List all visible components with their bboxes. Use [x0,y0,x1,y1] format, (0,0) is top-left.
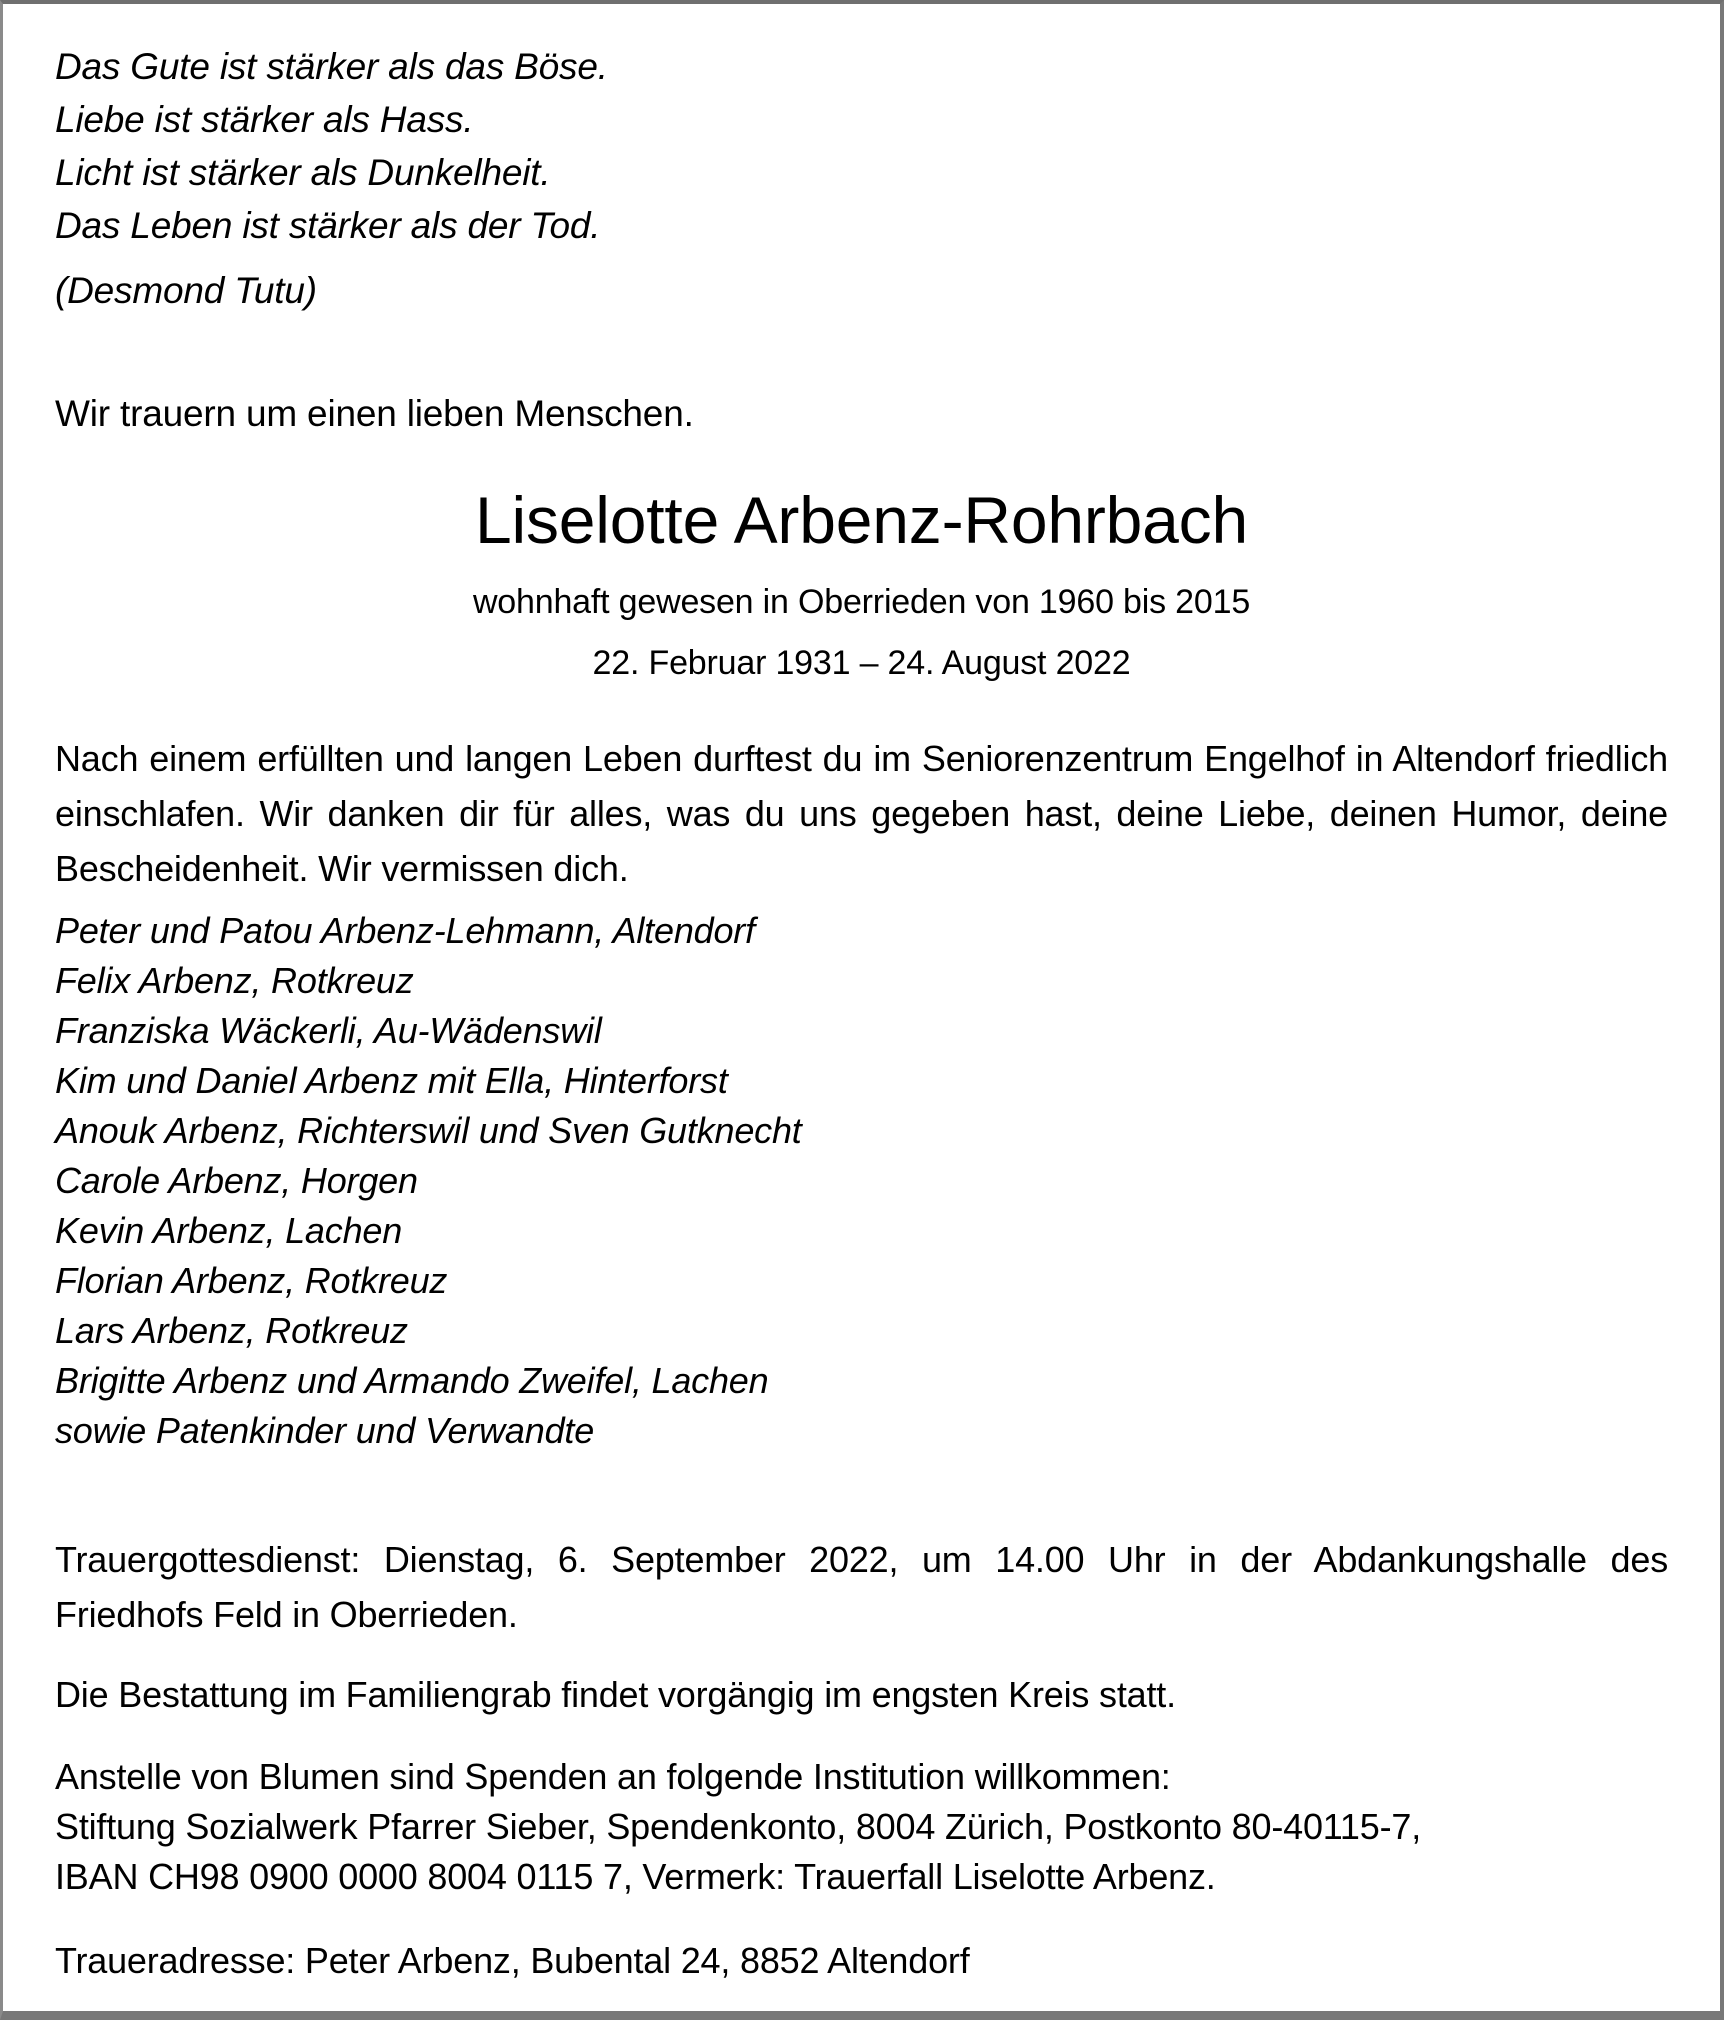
mourner-line: Anouk Arbenz, Richterswil und Sven Gutknecht [55,1110,802,1151]
notice-content [3,4,1720,1986]
mourner-line: Carole Arbenz, Horgen [55,1160,418,1201]
mourner-line: Franziska Wäckerli, Au-Wädenswil [55,1010,602,1051]
mourner-line: sowie Patenkinder und Verwandte [55,1410,595,1451]
mourner-line: Lars Arbenz, Rotkreuz [55,1310,408,1351]
quote-line: Das Leben ist stärker als der Tod. [55,205,601,246]
mourner-line: Felix Arbenz, Rotkreuz [55,960,414,1001]
donation-iban-line: IBAN CH98 0900 0000 8004 0115 7, Vermerk: Trauerfall Liselotte Arbenz. [55,1856,1216,1897]
mourner-line: Kevin Arbenz, Lachen [55,1210,403,1251]
donation-organisation-line: Stiftung Sozialwerk Pfarrer Sieber, Spendenkonto, 8004 Zürich, Postkonto 80-40115-7, [55,1806,1422,1847]
mourning-intro: Wir trauern um einen lieben Menschen. [55,393,694,434]
quote-attribution: (Desmond Tutu) [55,270,317,311]
quote-line: Liebe ist stärker als Hass. [55,99,474,140]
mourner-line: Peter und Patou Arbenz-Lehmann, Altendorf [55,910,755,951]
mourners-list [55,906,1668,1456]
tribute-paragraph: Nach einem erfüllten und langen Leben durftest du im Seniorenzentrum Engelhof in Altendorf friedlich einschlafen. Wir danken dir für alles, was du uns gegeben hast, deine Liebe, deinen Humor, deine Bescheidenheit. Wir vermissen dich. [55,738,1668,889]
quote-line: Licht ist stärker als Dunkelheit. [55,152,551,193]
deceased-name: Liselotte Arbenz-Rohrbach [475,483,1248,557]
mourning-address: Traueradresse: Peter Arbenz, Bubental 24, 8852 Altendorf [55,1940,970,1981]
burial-info: Die Bestattung im Familiengrab findet vorgängig im engsten Kreis statt. [55,1674,1176,1715]
opening-quote [55,40,1668,317]
funeral-service-info: Trauergottesdienst: Dienstag, 6. September 2022, um 14.00 Uhr in der Abdankungshalle des Friedhofs Feld in Oberrieden. [55,1539,1668,1635]
mourner-line: Florian Arbenz, Rotkreuz [55,1260,448,1301]
quote-line: Das Gute ist stärker als das Böse. [55,46,608,87]
mourner-line: Brigitte Arbenz und Armando Zweifel, Lachen [55,1360,769,1401]
life-dates: 22. Februar 1931 – 24. August 2022 [592,644,1131,682]
mourner-line: Kim und Daniel Arbenz mit Ella, Hinterforst [55,1060,728,1101]
donation-info [55,1752,1668,1902]
residence-line: wohnhaft gewesen in Oberrieden von 1960 bis 2015 [472,583,1251,621]
donation-intro-line: Anstelle von Blumen sind Spenden an folgende Institution willkommen: [55,1756,1171,1797]
